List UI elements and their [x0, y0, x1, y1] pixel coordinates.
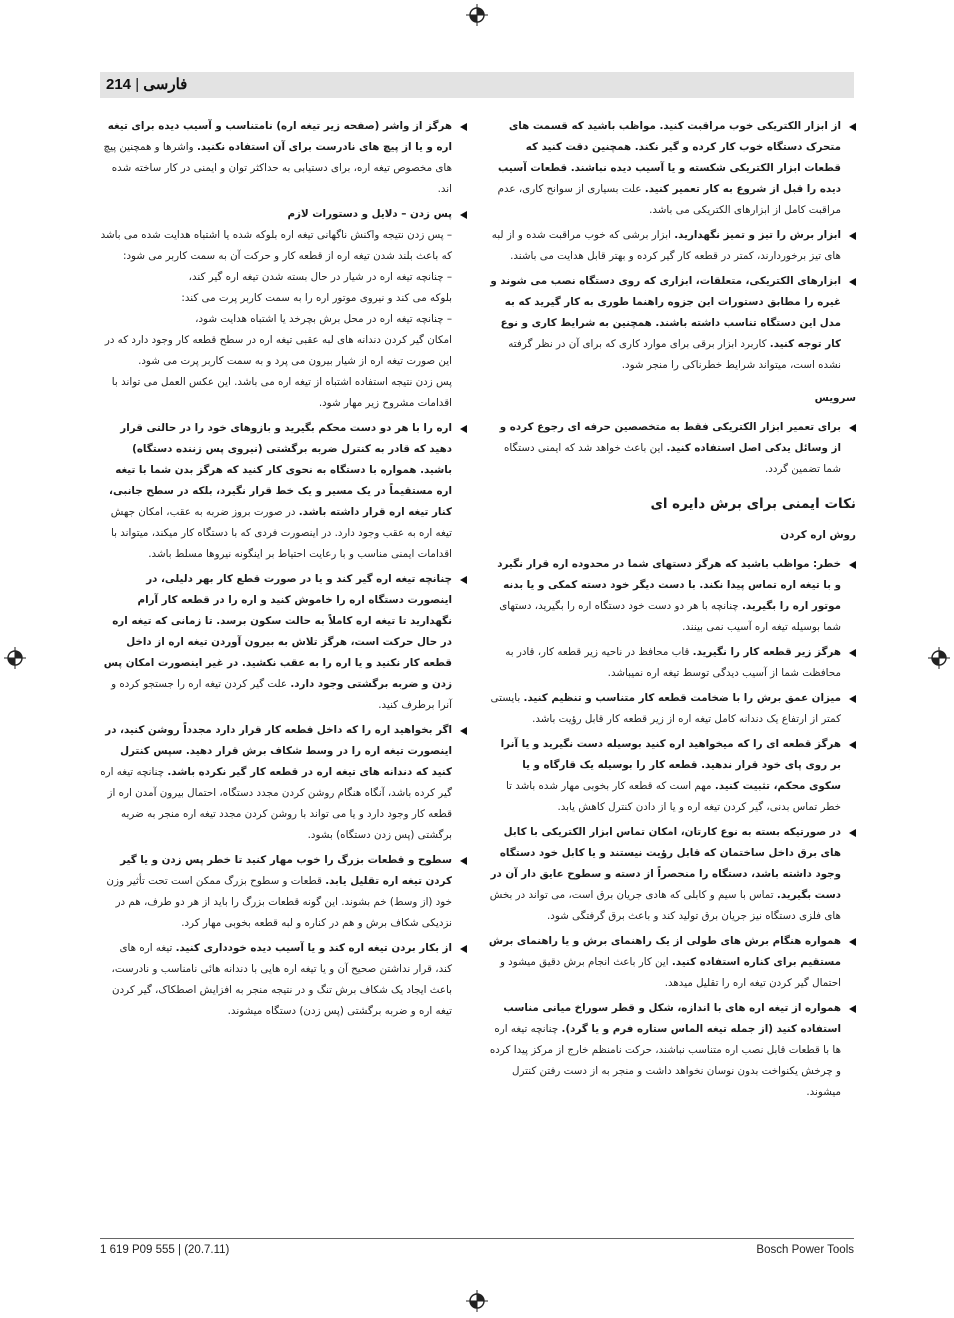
list-item	[100, 569, 467, 716]
item-bold-text: اره را با هر دو دست محکم بگیرید و بازوهای خود را در حالتی قرار دهید که قادر به کنترل ضربه برگشتی (نیروی پس زننده دستگاه) باشید. همواره با دستگاه به نحوی کار کنید که هرگز بدن شما با تیغه اره مستقیماً در یک مسیر و یک خط قرار نگیرد، بلکه در سطح جانبی، کنار تیغه اره قرار داشته باشد.	[109, 422, 452, 518]
item-bold-text: میزان عمق برش را با ضخامت قطعه کار متناسب و تنظیم کنید.	[523, 692, 841, 704]
item-bold-text: اگر بخواهید اره را که داخل قطعه کار قرار دارد مجدداً روشن کنید، در اینصورت تیغه اره را در وسط شکاف برش قرار دهید. سپس کنترل کنید که دندانه های تیغه اره در قطعه کار گیر نکرده باشد.	[105, 724, 452, 778]
page-number-block	[106, 75, 187, 93]
item-text: چنانچه با هر دو دست خود دستگاه اره را بگیرید، دستهای شما بوسیله تیغه اره آسیب نمی بینند.	[499, 600, 841, 633]
triangle-bullet-icon	[460, 123, 467, 131]
item-text: تماس با سیم و کابلی که هادی جریان برق است، می تواند در بخش های فلزی دستگاه نیز جریان برق تولید کند و باعث برق گرفتگی شود.	[489, 889, 841, 922]
section-title: نکات ایمنی برای برش دایره ای	[650, 496, 856, 512]
triangle-bullet-icon	[849, 1005, 856, 1013]
left-column	[100, 116, 467, 1026]
item-bold-text: چنانچه تیغه اره گیر کند و یا در صورت قطع کار بهر دلیلی، در اینصورت دستگاه اره را خاموش کنید و اره را در قطعه کار آرام نگهدارید تا تیغه اره کاملاً به حالت سکون برسد. تا زمانی که تیغه اره در حال حرکت است، هرگز تلاش به بیرون آوردن تیغه اره از داخل قطعه کار نکنید و یا اره را به عقب نکشید. در غیر اینصورت امکان پس زدن و ضربه برگشتی وجود دارد.	[103, 573, 452, 690]
kickback-line: امکان گیر کردن دندانه های لبه عقبی تیغه اره در سطح قطعه کار وجود دارد که در این صورت تیغه اره از شیار بیرون می پرد و به سمت کاربر پرت می شود.	[104, 334, 452, 367]
item-text: این باعث خواهد شد که ایمنی دستگاه شما تضمین گردد.	[504, 442, 841, 475]
item-text: چنانچه تیغه اره ها با قطعات قابل نصب اره متناسب نباشند، حرکت نامنظم خارج از مرکز پیدا کرده و چرخش یکنواخت بدون نوسان نخواهد داشت و منجر به از دست رفتن کنترل میشوند.	[489, 1023, 841, 1098]
language-label: فارسی	[143, 76, 188, 93]
kickback-line: – پس زدن نتیجه واکنش ناگهانی تیغه اره بلوکه شده یا اشتباه هدایت شده می باشد که باعث بلند شدن تیغه اره از قطعه کار و حرکت آن به سمت کاربر می شود:	[100, 229, 452, 262]
item-bold-text: سطوح و قطعات بزرگ را خوب مهار کنید تا خطر پس زدن و یا گیر کردن تیغه اره تقلیل یابد.	[120, 854, 452, 887]
triangle-bullet-icon	[849, 695, 856, 703]
page-number: 214	[106, 76, 132, 93]
footer-brand: Bosch Power Tools	[756, 1244, 854, 1256]
item-text: بایستی کمتر از ارتفاع یک دندانه کامل تیغه اره از زیر قطعه کار قابل رؤیت باشد.	[490, 692, 841, 725]
item-bold-text: از ابزار الکتریکی خوب مراقبت کنید. مواظب باشید که قسمت های متحرک دستگاه خوب کار کرده و گیر نکند. همچنین دقت کنید که قطعات ابزار الکتریکی شکسته و یا آسیب دیده نباشند. قطعات آسیب دیده را قبل از شروع به کار تعمیر کنید.	[498, 120, 841, 195]
triangle-bullet-icon	[849, 123, 856, 131]
footer-doc-id: 1 619 P09 555 | (20.7.11)	[100, 1244, 230, 1256]
item-bold-text: برای تعمیر ابزار الکتریکی فقط به متخصصین حرفه ای رجوع کرده و از وسائل یدکی اصل استفاده کنید.	[499, 421, 841, 454]
kickback-title: پس زدن – دلایل و دستورات لازم	[287, 208, 452, 220]
item-text: کاربرد ابزار برقی برای موارد کاری که برای آن در نظر گرفته نشده است، میتواند شرایط خطرناکی را منجر شود.	[508, 338, 841, 371]
item-bold-text: هرگز قطعه ای را که میخواهید اره کنید بوسیله دست نگیرید و یا آنرا بر روی پای خود قرار ندهید. قطعه کار را بوسیله یک قارگاه و یا سکوی محکم، تثبیت کنید.	[500, 738, 841, 792]
triangle-bullet-icon	[460, 727, 467, 735]
page-header	[100, 72, 854, 98]
triangle-bullet-icon	[849, 561, 856, 569]
registration-mark-icon	[466, 1290, 488, 1312]
item-text: این کار باعث انجام برش دقیق میشود و احتمال گیر کردن تیغه اره را تقلیل میدهد.	[499, 956, 841, 989]
item-text: علت بسیاری از سوانح کاری، عدم مراقبت کامل از ابزارهای الکتریکی می باشد.	[497, 183, 841, 216]
item-bold-text: ابزارهای الکتریکی، متعلقات، ابزاری که روی دستگاه نصب می شوند و غیره را مطابق دستورات این جزوه راهنما طوری به کار گیرید که به مدل این دستگاه تناسب داشته باشند. همچنین به شرایط کاری و نوع کار توجه کنید.	[490, 275, 841, 350]
list-item	[100, 850, 467, 934]
list-item	[488, 554, 856, 638]
list-item	[100, 720, 467, 846]
list-item	[100, 116, 467, 200]
list-item	[100, 418, 467, 565]
list-item	[488, 931, 856, 994]
list-item	[488, 417, 856, 480]
registration-mark-icon	[466, 4, 488, 26]
right-column	[488, 116, 856, 1107]
list-item	[488, 116, 856, 221]
triangle-bullet-icon	[460, 211, 467, 219]
item-bold-text: هرگز از واشر (صفحه زیر تیغه اره) نامتناسب و آسیب دیده برای تیغه اره و یا از پیچ های نادرست برای آن استفاده نکنید.	[107, 120, 452, 153]
item-bold-text: همواره هنگام برش های طولی از یک راهنمای برش و یا راهنمای برش مستقیم برای کناره استفاده کنید.	[488, 935, 841, 968]
kickback-line: – چنانچه تیغه اره در شیار در حال بسته شدن تیغه اره گیر کند،	[188, 271, 452, 283]
triangle-bullet-icon	[849, 741, 856, 749]
triangle-bullet-icon	[849, 424, 856, 432]
item-text: قطعات و سطوح بزرگ ممکن است تحت تأثیر وزن خود (از وسط) خم بشوند. این گونه قطعات بزرگ را باید از هر دو طرف، هم در نزدیکی شکاف برش و هم در کناره و لبه قطعه بخوبی مهار کرد.	[106, 875, 452, 929]
item-bold-text: همواره از تیغه اره های با اندازه، شکل و قطر سوراخ میانی مناسب استفاده کنید (از جمله تیغه الماس ستاره فرم و یا گرد).	[503, 1002, 841, 1035]
item-bold-text: در صورتیکه بسته به نوع کارتان، امکان تماس ابزار الکتریکی با کابل های برق داخل ساختمان که قابل رؤیت نیستند و یا کابل خود دستگاه وجود داشته باشد، دستگاه را منحصراً از دسته و سطوح عایق دار آن در دست بگیرید.	[490, 826, 841, 901]
kickback-line: پس زدن نتیجه استفاده اشتباه از تیغه اره می باشد. این عکس العمل می تواند با اقدامات مشروح زیر مهار شود.	[111, 376, 452, 409]
triangle-bullet-icon	[849, 232, 856, 240]
item-text: مهم است که قطعه کار بخوبی مهار شده باشد تا خطر تماس بدنی، گیر کردن تیغه اره و یا از دادن کنترل کاهش یابد.	[505, 780, 841, 813]
registration-mark-icon	[928, 647, 950, 669]
item-text: تیغه اره های کند، قرار نداشتن صحیح آن و یا تیغه اره هایی با دندانه هائی نامناسب و نادرست، باعث ایجاد یک شکاف برش تنگ و در نتیجه منجر به افزایش اصطکاک، گیر کردن تیغه اره و ضربه برگشتی (پس زدن) دستگاه میشوند.	[111, 942, 452, 1017]
triangle-bullet-icon	[849, 649, 856, 657]
list-item	[488, 642, 856, 684]
list-item	[488, 998, 856, 1103]
footer-rule	[100, 1238, 854, 1240]
kickback-section	[100, 204, 467, 414]
item-text: چنانچه تیغه اره گیر کرده باشد، آنگاه هنگام روشن کردن مجدد دستگاه، احتمال بیرون آمدن اره از قطعه کار وجود دارد و یا می تواند با روشن کردن مجدد تیغه اره منجر به ضربه برگشتی (پس زدن دستگاه) بشود.	[100, 766, 452, 841]
header-separator: |	[135, 76, 140, 93]
registration-mark-icon	[4, 647, 26, 669]
item-text: قاب محافظ در ناحیه زیر قطعه کار، قادر به محافظت شما از آسیب دیدگی توسط تیغه اره نمیباشد.	[505, 646, 841, 679]
item-text: واشرها و همچنین پیچ های مخصوص تیغه اره، برای دستیابی به حداکثر توان و ایمنی در کار ساخته شده اند.	[103, 141, 452, 195]
list-item	[488, 822, 856, 927]
item-bold-text: خطر: مواظب باشید که هرگز دستهای شما در محدوده اره قرار نگیرد و با تیغه اره تماس پیدا نکند. با دست دیگر خود دسته کمکی و یا بدنه موتور اره را بگیرید.	[497, 558, 841, 612]
list-item	[488, 734, 856, 818]
triangle-bullet-icon	[849, 829, 856, 837]
triangle-bullet-icon	[849, 938, 856, 946]
service-heading: سرویس	[814, 392, 856, 404]
triangle-bullet-icon	[849, 278, 856, 286]
list-item	[488, 225, 856, 267]
item-text: علت گیر کردن تیغه اره را جستجو کرده و آنرا برطرف کنید.	[111, 678, 452, 711]
triangle-bullet-icon	[460, 857, 467, 865]
subheading: روش اره کردن	[780, 529, 856, 541]
kickback-line: – چنانچه تیغه اره در محل برش بچرخد یا اشتباه هدایت شود،	[195, 313, 452, 325]
triangle-bullet-icon	[460, 945, 467, 953]
item-bold-text: از بکار بردن تیغه اره کند و یا آسیب دیده خودداری کنید.	[175, 942, 452, 954]
kickback-line: بلوکه می کند و نیروی موتور اره را به سمت کاربر پرت می کند:	[181, 292, 452, 304]
list-item	[488, 688, 856, 730]
item-bold-text: هرگز زیر قطعه کار را نگیرید.	[692, 646, 841, 658]
triangle-bullet-icon	[460, 576, 467, 584]
item-bold-text: ابزار برش را تیز و تمیز نگهدارید.	[674, 229, 841, 241]
list-item	[488, 271, 856, 376]
list-item	[100, 938, 467, 1022]
item-text: ابزار برشی که خوب مراقبت شده و از لبه های تیز برخوردارند، کمتر در قطعه کار گیر کرده و بهتر قابل هدایت می باشند.	[491, 229, 841, 262]
triangle-bullet-icon	[460, 425, 467, 433]
item-text: در صورت بروز ضربه به عقب، امکان جهش تیغه اره به عقب وجود دارد. در اینصورت فردی که با دستگاه کار میکند، میتواند با اقدامات ایمنی مناسب و با رعایت احتیاط بر اینگونه نیروها مسلط باشد.	[110, 506, 452, 560]
